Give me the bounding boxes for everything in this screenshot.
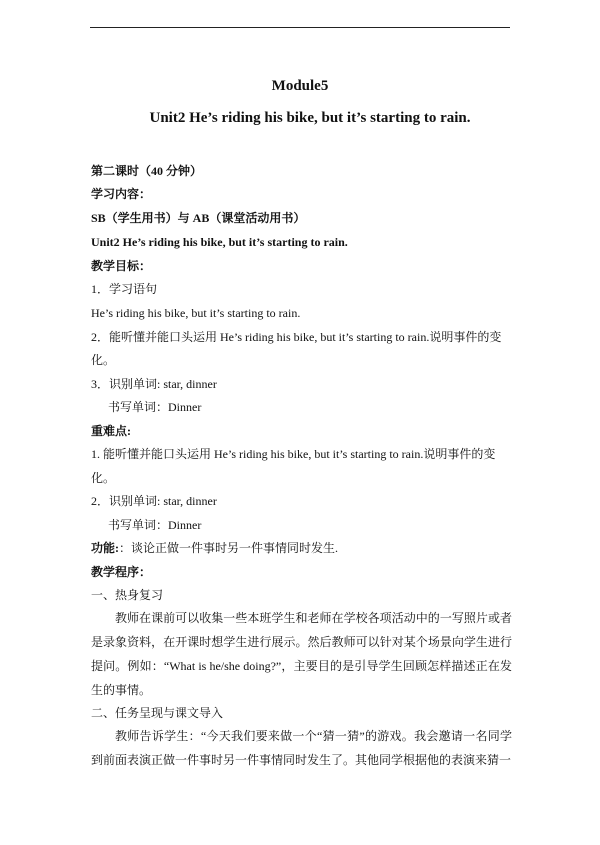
function-label: 功能: — [91, 541, 119, 555]
objective-3-recognize: 3．识别单词: star, dinner — [91, 377, 217, 391]
key-point-1-line2: 化。 — [91, 471, 116, 485]
procedure-label: 教学程序： — [91, 565, 152, 579]
objective-3-write: 书写单词：Dinner — [108, 400, 202, 414]
key-point-2-recognize: 2．识别单词: star, dinner — [91, 494, 217, 508]
objective-2-line1: 2．能听懂并能口头运用 He’s riding his bike, but it’s starting to rain.说明事件的变 — [91, 330, 502, 344]
module-title: Module5 — [271, 78, 329, 94]
step-2-title: 二、任务呈现与课文导入 — [91, 706, 224, 720]
objectives-label: 教学目标： — [91, 259, 152, 273]
books-line: SB（学生用书）与 AB（课堂活动用书） — [91, 211, 306, 225]
step-1-title: 一、热身复习 — [91, 588, 164, 602]
unit-line: Unit2 He’s riding his bike, but it’s starting to rain. — [91, 235, 348, 249]
function-line — [91, 540, 338, 556]
header-rule — [90, 27, 510, 28]
objective-2-line2: 化。 — [91, 353, 116, 367]
objective-1-label: 1．学习语句 — [91, 282, 158, 296]
objective-1-sentence: He’s riding his bike, but it’s starting to rain. — [91, 306, 301, 320]
key-points-label: 重难点: — [91, 424, 131, 438]
step-1-paragraph: 教师在课前可以收集一些本班学生和老师在学校各项活动中的一写照片或者是录象资料，在开课时想学生进行展示。然后教师可以针对某个场景向学生进行提问。例如：“What is he/she doing?”，主要目的是引导学生回顾怎样描述正在发生的事情。 — [91, 611, 512, 697]
function-text: ：谈论正做一件事时另一件事情同时发生. — [119, 541, 339, 555]
unit-title: Unit2 He’s riding his bike, but it’s starting to rain. — [149, 110, 471, 126]
key-point-1-line1: 1. 能听懂并能口头运用 He’s riding his bike, but it’s starting to rain.说明事件的变 — [91, 447, 496, 461]
key-point-2-write: 书写单词：Dinner — [108, 518, 202, 532]
lesson-period: 第二课时（40 分钟） — [91, 164, 203, 178]
content-label: 学习内容： — [91, 187, 152, 201]
step-2-paragraph: 教师告诉学生：“今天我们要来做一个“猜一猜”的游戏。我会邀请一名同学到前面表演正做一件事时另一件事情同时发生了。其他同学根据他的表演来猜一 — [91, 729, 512, 767]
